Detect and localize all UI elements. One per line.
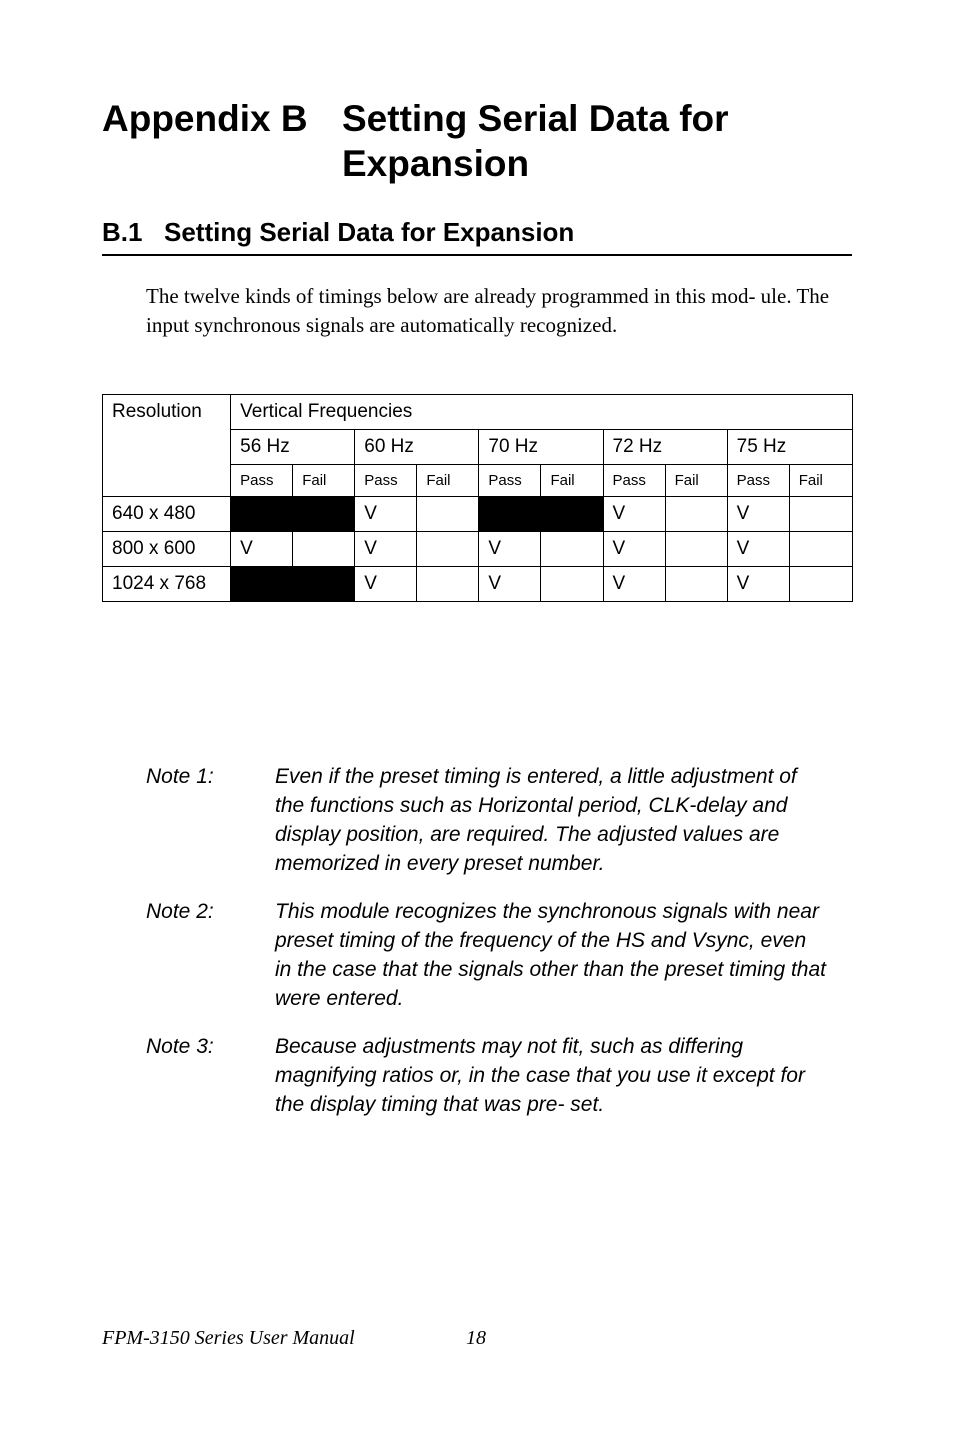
- fail-cell: [541, 532, 603, 567]
- intro-paragraph: The twelve kinds of timings below are already programmed in this mod- ule. The input synchronous signals are automatically recognized.: [146, 284, 830, 337]
- fail-cell: [665, 567, 727, 602]
- pass-cell: V: [727, 567, 789, 602]
- pass-cell: V: [727, 532, 789, 567]
- fail-cell: [417, 497, 479, 532]
- pass-cell: V: [355, 497, 417, 532]
- table-row: [103, 567, 853, 602]
- timing-table: [102, 394, 853, 602]
- note-item: [146, 897, 826, 1013]
- fail-cell: [417, 532, 479, 567]
- pass-cell: V: [355, 532, 417, 567]
- resolution-cell: 1024 x 768: [103, 567, 231, 602]
- section-number: B.1: [102, 217, 143, 247]
- pass-cell: V: [479, 567, 541, 602]
- section-title: Setting Serial Data for Expansion: [164, 217, 575, 247]
- footer-page-number: 18: [466, 1327, 486, 1349]
- header-vertical-frequencies: Vertical Frequencies: [231, 395, 853, 430]
- frequency-header: 75 Hz: [727, 430, 852, 465]
- note-item: [146, 1032, 826, 1119]
- pass-header: Pass: [231, 465, 293, 497]
- pass-header: Pass: [727, 465, 789, 497]
- notes-list: [146, 762, 826, 1138]
- fail-header: Fail: [417, 465, 479, 497]
- fail-header: Fail: [665, 465, 727, 497]
- fail-cell: [789, 532, 852, 567]
- pass-cell: V: [603, 567, 665, 602]
- appendix-prefix: Appendix B: [102, 98, 308, 139]
- resolution-cell: 640 x 480: [103, 497, 231, 532]
- table-row: [103, 497, 853, 532]
- note-text: Because adjustments may not fit, such as differing magnifying ratios or, in the case that you use it except for the display timing that was pre- set.: [275, 1035, 805, 1116]
- note-text: This module recognizes the synchronous signals with near preset timing of the frequency of the HS and Vsync, even in the case that the signals other than the preset timing that were entered.: [275, 900, 827, 1010]
- fail-header: Fail: [789, 465, 852, 497]
- section-heading: [102, 212, 852, 256]
- pass-header: Pass: [355, 465, 417, 497]
- frequency-header: 56 Hz: [231, 430, 355, 465]
- unsupported-cell: [231, 497, 355, 532]
- pass-cell: V: [479, 532, 541, 567]
- fail-cell: [417, 567, 479, 602]
- fail-header: Fail: [541, 465, 603, 497]
- resolution-cell: 800 x 600: [103, 532, 231, 567]
- pass-cell: V: [603, 497, 665, 532]
- pass-cell: V: [603, 532, 665, 567]
- note-item: [146, 762, 826, 878]
- fail-header: Fail: [293, 465, 355, 497]
- header-resolution: Resolution: [103, 395, 231, 497]
- page-footer: [102, 1327, 486, 1350]
- footer-manual-title: FPM-3150 Series User Manual: [102, 1327, 355, 1349]
- table-row: [103, 532, 853, 567]
- frequency-header: 60 Hz: [355, 430, 479, 465]
- fail-cell: [293, 532, 355, 567]
- fail-cell: [665, 532, 727, 567]
- fail-cell: [541, 567, 603, 602]
- fail-cell: [789, 567, 852, 602]
- note-label: Note 3:: [146, 1035, 214, 1058]
- note-label: Note 2:: [146, 900, 214, 923]
- fail-cell: [789, 497, 852, 532]
- pass-cell: V: [727, 497, 789, 532]
- pass-header: Pass: [479, 465, 541, 497]
- pass-cell: V: [231, 532, 293, 567]
- appendix-title-line2: Expansion: [342, 143, 530, 184]
- pass-cell: V: [355, 567, 417, 602]
- note-label: Note 1:: [146, 765, 214, 788]
- fail-cell: [665, 497, 727, 532]
- appendix-title: [102, 96, 882, 186]
- table-header-row: [103, 395, 853, 430]
- note-text: Even if the preset timing is entered, a little adjustment of the functions such as Horizontal period, CLK-delay and display position, are required. The adjusted values are memorized in every preset number.: [275, 765, 797, 875]
- frequency-header: 70 Hz: [479, 430, 603, 465]
- pass-header: Pass: [603, 465, 665, 497]
- unsupported-cell: [231, 567, 355, 602]
- frequency-header: 72 Hz: [603, 430, 727, 465]
- unsupported-cell: [479, 497, 603, 532]
- appendix-title-line1: Setting Serial Data for: [342, 98, 729, 139]
